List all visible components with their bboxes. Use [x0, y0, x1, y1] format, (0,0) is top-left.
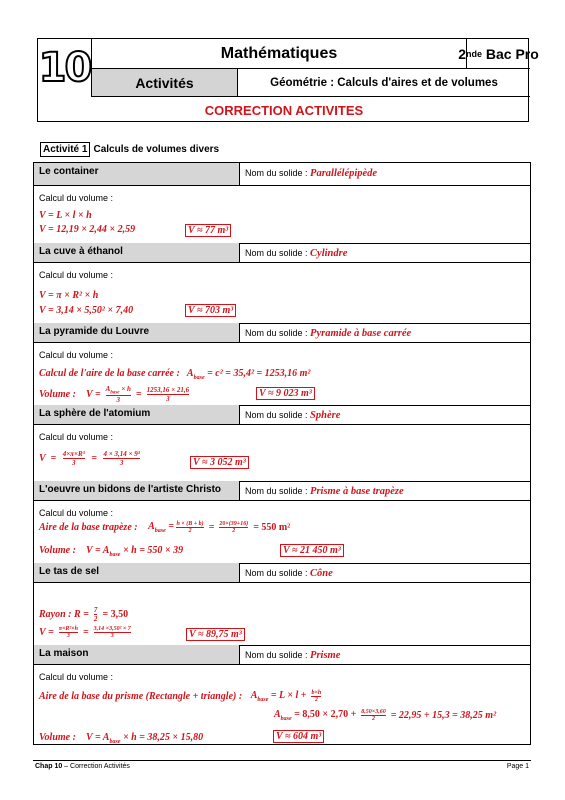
formula-line: $A_{base} = 8,50 \times 2,70$ + $\frac{8,50\times 3,60}{2}$ = 22,95 + 15,3 = 38,25 m² [274, 709, 497, 722]
result-box: V ≈ 77 m³ [185, 224, 231, 237]
formula-line: V = L × l × h [39, 210, 92, 221]
section-caption: Calcul du volume : [39, 270, 114, 280]
footer-page-number: Page 1 [506, 763, 529, 770]
solid-name-cell: Nom du solide : Pyramide à base carrée [245, 328, 412, 339]
footer-divider [33, 760, 531, 761]
result-box: V ≈ 21 450 m³ [280, 544, 344, 557]
section-header-atomium [34, 405, 530, 425]
section-caption: Calcul du volume : [39, 193, 114, 203]
section-title: La sphère de l'atomium [34, 405, 240, 424]
solid-name-cell: Nom du solide : Prisme [245, 650, 341, 661]
formula-line: Volume : $V = A_{base} \times h = 38,25 \times 15,80$ [39, 732, 204, 745]
formula-line: Calcul de l'aire de la base carrée : $A_{base} = c^2 = 35,4^2 = 1253,16$ m² [39, 368, 311, 381]
section-body-container [34, 185, 530, 244]
section-header-container [34, 163, 530, 186]
section-body-pyramide [34, 342, 530, 406]
section-title: Le container [34, 163, 240, 185]
section-title: La pyramide du Louvre [34, 323, 240, 342]
result-box: V ≈ 604 m³ [273, 730, 324, 743]
chapter-number: 10 [38, 45, 91, 91]
activity-title: Calculs de volumes divers [93, 144, 220, 155]
section-header-maison [34, 645, 530, 665]
result-box: V ≈ 703 m³ [185, 304, 236, 317]
activity-number: Activité 1 [40, 142, 90, 157]
section-title: La cuve à éthanol [34, 243, 240, 262]
section-caption: Calcul du volume : [39, 508, 114, 518]
result-box: V ≈ 3 052 m³ [190, 456, 249, 469]
solid-name-cell: Nom du solide : Prisme à base trapèze [245, 486, 404, 497]
chapter-header [37, 38, 539, 122]
section-body-sel [34, 582, 530, 646]
formula-line: Rayon : R = $\frac{7}{2}$ = 3,50 [39, 606, 129, 623]
section-header-sel [34, 563, 530, 583]
section-caption: Calcul du volume : [39, 432, 114, 442]
section-body-maison [34, 664, 530, 744]
formula-line: V = $\frac{\text{4×π×R³}}{3}$ = $\frac{\text{4 × 3,14 × 9³}}{3}$ [39, 450, 140, 467]
section-title: L'oeuvre un bidons de l'artiste Christo [34, 481, 240, 500]
formula-line: Aire de la base trapèze : $A_{base}$ = $\frac{h \times (B + b)}{2}$ = $\frac{20\times(39+16)}{2}$ = 550 m² [39, 521, 291, 534]
formula-line: V = 12,19 × 2,44 × 2,59 [39, 224, 136, 235]
section-body-christo [34, 500, 530, 564]
solid-name-cell: Nom du solide : Sphère [245, 410, 341, 421]
formula-line: Aire de la base du prisme (Rectangle + triangle) : $A_{base} = L \times l$ + $\frac{b\times h}{2}$ [39, 690, 322, 703]
section-body-atomium [34, 424, 530, 482]
subject-title: Mathématiques [92, 39, 466, 69]
result-box: V ≈ 9 023 m³ [256, 387, 315, 400]
correction-title: CORRECTION ACTIVITES [204, 102, 364, 118]
chapter-number-box [38, 39, 92, 97]
formula-line: V = $\frac{\text{π×R²×h}}{3}$ = $\frac{\text{3,14 ×3,50² × 7}}{3}$ [39, 626, 131, 639]
section-caption: Calcul du volume : [39, 350, 114, 360]
footer-chapter: Chap 10 – Correction Activités [35, 763, 130, 770]
formula-line: Volume : $V = A_{base} \times h = 550 \times 39$ [39, 545, 184, 558]
section-title: La maison [34, 645, 240, 664]
section-body-cuve [34, 262, 530, 324]
page-footer [35, 763, 529, 770]
theme-title: Géométrie : Calculs d'aires et de volumes [238, 69, 530, 97]
section-title: Le tas de sel [34, 563, 240, 582]
formula-line: V = 3,14 × 5,50² × 7,40 [39, 305, 134, 316]
formula-line: V = π × R² × h [39, 290, 99, 301]
activity-heading [40, 142, 219, 157]
volumes-table [33, 162, 531, 745]
activities-label: Activités [92, 69, 238, 97]
solid-name-cell: Nom du solide : Parallélépipède [245, 168, 378, 179]
level-label: 2 nde Bac Pro [466, 39, 530, 69]
result-box: V ≈ 89,75 m³ [186, 628, 245, 641]
section-header-pyramide [34, 323, 530, 343]
section-header-cuve [34, 243, 530, 263]
solid-name-cell: Nom du solide : Cône [245, 568, 333, 579]
formula-line: Volume : V = $A_{base} \times h$ 3 = $\frac{1253,16 \times 21,6}{3}$ [39, 385, 190, 405]
solid-name-cell: Nom du solide : Cylindre [245, 248, 348, 259]
section-caption: Calcul du volume : [39, 672, 114, 682]
section-header-christo [34, 481, 530, 501]
